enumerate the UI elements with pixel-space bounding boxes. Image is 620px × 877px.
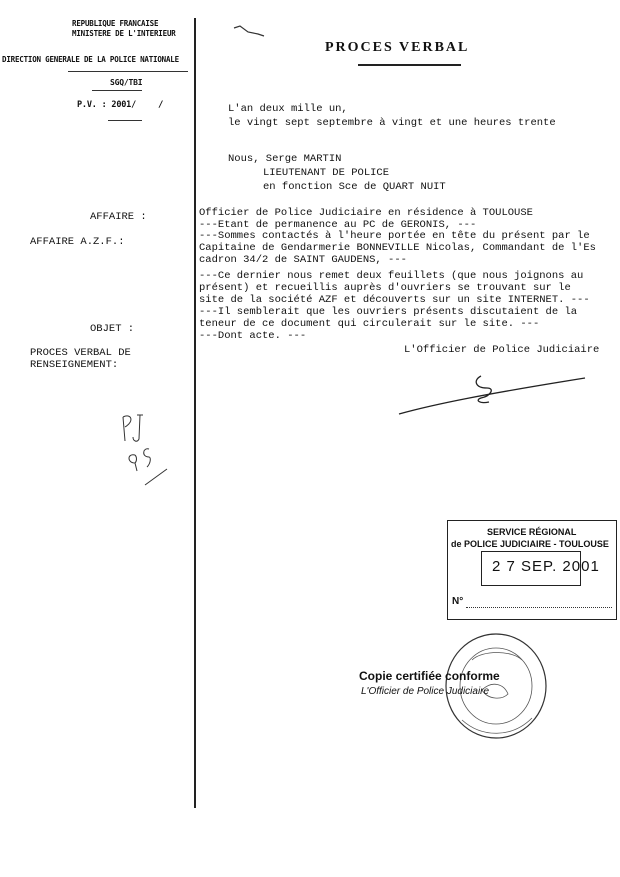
pv-number: P.V. : 2001/ (77, 100, 137, 110)
body-line: ---Il semblerait que les ouvriers présents discutaient de la (199, 306, 578, 318)
body-line: cadron 34/2 de SAINT GAUDENS, --- (199, 254, 407, 266)
page-title: PROCES VERBAL (325, 40, 470, 55)
republique-header: REPUBLIQUE FRANCAISE (72, 19, 159, 28)
officer-signature (395, 370, 595, 420)
body-line: Capitaine de Gendarmerie BONNEVILLE Nicolas, Commandant de l'Es (199, 242, 596, 254)
header-divider-2 (92, 90, 142, 91)
stamp-line-2: de POLICE JUDICIAIRE - TOULOUSE (451, 539, 609, 549)
body-line: site de la société AZF et découverts sur un site INTERNET. --- (199, 294, 590, 306)
affaire-azf-label: AFFAIRE A.Z.F.: (30, 236, 125, 248)
body-line: ---Sommes contactés à l'heure portée en tête du présent par le (199, 230, 590, 242)
header-divider-1 (68, 71, 188, 72)
stamp-line-1: SERVICE RÉGIONAL (487, 527, 577, 537)
pv-slash: / (158, 100, 164, 110)
officer-function: en fonction Sce de QUART NUIT (263, 181, 446, 193)
title-underline (358, 64, 461, 66)
ministere-header: MINISTERE DE L'INTERIEUR (72, 29, 176, 38)
certification-line-2: L'Officier de Police Judiciaire (361, 686, 490, 697)
column-separator (194, 18, 196, 808)
stamp-number-label: N° (452, 596, 464, 607)
signature-caption: L'Officier de Police Judiciaire (404, 344, 600, 356)
stamp-date: 2 7 SEP. 2001 (492, 558, 600, 575)
body-line: ---Ce dernier nous remet deux feuillets (que nous joignons au (199, 270, 584, 282)
handwritten-annotation (115, 405, 175, 495)
direction-header: DIRECTION GENERALE DE LA POLICE NATIONALE (2, 55, 179, 64)
body-line: ---Etant de permanence au PC de GERONIS, --- (199, 219, 477, 231)
objet-value-1: PROCES VERBAL DE (30, 347, 131, 359)
header-divider-3 (108, 120, 142, 121)
body-line: teneur de ce document qui circulerait sur le site. --- (199, 318, 540, 330)
stamp-number-line (466, 607, 612, 608)
officer-name: Nous, Serge MARTIN (228, 153, 342, 165)
officer-rank: LIEUTENANT DE POLICE (263, 167, 390, 179)
body-line: présent) et recueillis auprès d'ouvriers se trouvant sur le (199, 282, 571, 294)
objet-label: OBJET : (90, 323, 135, 335)
body-line: ---Dont acte. --- (199, 330, 307, 342)
opening-line-1: L'an deux mille un, (228, 103, 348, 115)
objet-value-2: RENSEIGNEMENT: (30, 359, 119, 371)
service-code: SGQ/TBI (110, 78, 143, 87)
opening-line-2: le vingt sept septembre à vingt et une heures trente (228, 117, 556, 129)
pen-mark (232, 22, 268, 40)
affaire-label: AFFAIRE : (90, 211, 147, 223)
body-line: Officier de Police Judiciaire en résidence à TOULOUSE (199, 207, 533, 219)
certification-line-1: Copie certifiée conforme (359, 669, 500, 683)
